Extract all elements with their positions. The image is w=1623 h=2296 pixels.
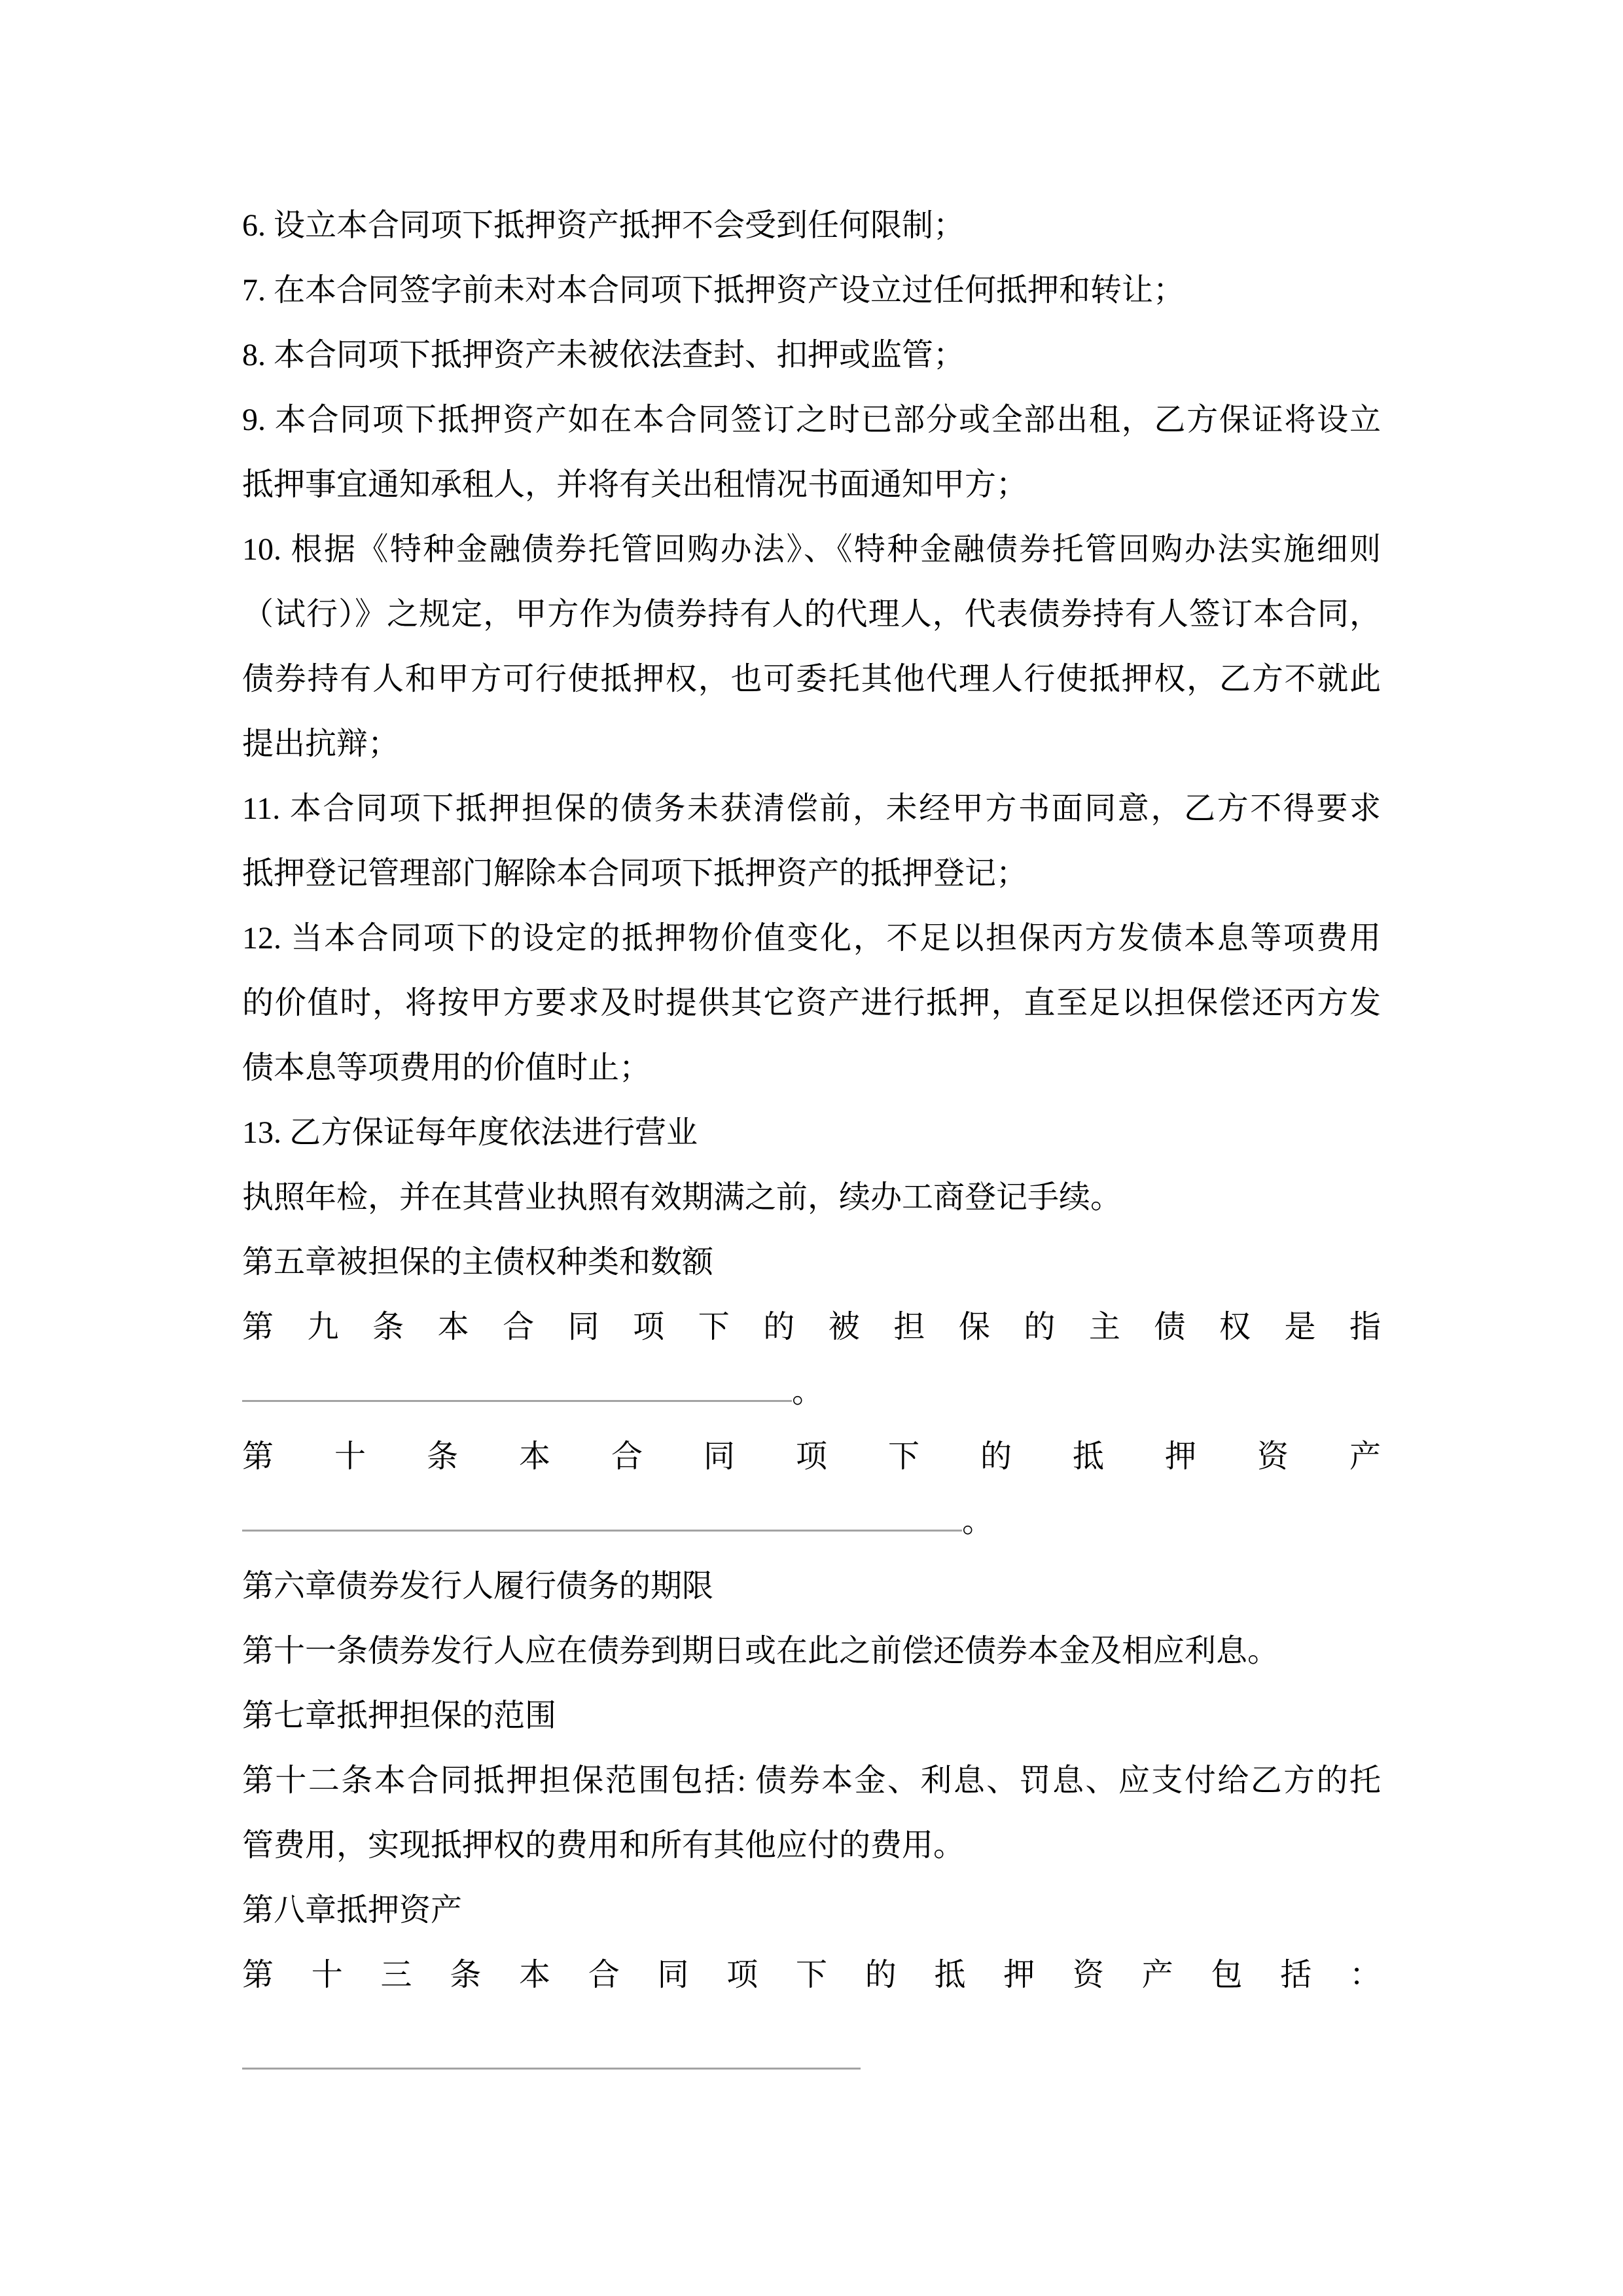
clause-9-line-2: 抵押事宜通知承租人，并将有关出租情况书面通知甲方；: [242, 467, 1028, 502]
clause-9-line-1: 9. 本合同项下抵押资产如在本合同签订之时已部分或全部出租，乙方保证将设立: [242, 403, 1381, 437]
blank-spacer: [242, 2007, 1381, 2027]
clause-13-line-1: 13. 乙方保证每年度依法进行营业: [242, 1115, 698, 1150]
chapter-8-heading: 第八章抵押资产: [242, 1893, 463, 1928]
chapter-7-heading: 第七章抵押担保的范围: [242, 1698, 557, 1733]
clause-10-line-1: 10. 根据《特种金融债券托管回购办法》、《特种金融债券托管回购办法实施细则: [242, 532, 1381, 567]
article-9-line: 第九条本合同项下的被担保的主债权是指: [242, 1310, 1381, 1344]
clause-13-line-2: 执照年检，并在其营业执照有效期满之前，续办工商登记手续。: [242, 1180, 1122, 1215]
article-13-line: 第十三条本合同项下的抵押资产包括：: [242, 1958, 1381, 1992]
clause-12-line-2: 的价值时，将按甲方要求及时提供其它资产进行抵押，直至足以担保偿还丙方发: [242, 986, 1381, 1020]
blank-field-line-3: [242, 2027, 1381, 2092]
clause-11-line-1: 11. 本合同项下抵押担保的债务未获清偿前，未经甲方书面同意，乙方不得要求: [242, 791, 1381, 826]
clause-7-line: 7. 在本合同签字前未对本合同项下抵押资产设立过任何抵押和转让；: [242, 273, 1185, 308]
clause-6-line: 6. 设立本合同项下抵押资产抵押不会受到任何限制；: [242, 208, 965, 243]
period-after-blank-1: 。: [792, 1374, 824, 1409]
blank-underline-3: [242, 2033, 861, 2070]
article-12-line-2: 管费用，实现抵押权的费用和所有其他应付的费用。: [242, 1828, 965, 1863]
blank-underline-2: [242, 1495, 962, 1532]
clause-10-line-4: 提出抗辩；: [242, 726, 400, 761]
blank-field-line-2: [242, 1489, 1381, 1554]
chapter-5-heading: 第五章被担保的主债权种类和数额: [242, 1245, 714, 1280]
clause-12-line-3: 债本息等项费用的价值时止；: [242, 1050, 651, 1085]
article-11-line: 第十一条债券发行人应在债券到期日或在此之前偿还债券本金及相应利息。: [242, 1634, 1279, 1668]
article-10-line: 第十条本合同项下的抵押资产: [242, 1439, 1381, 1474]
blank-underline-1: [242, 1365, 792, 1402]
blank-field-line-1: [242, 1359, 1381, 1424]
clause-10-line-3: 债券持有人和甲方可行使抵押权，也可委托其他代理人行使抵押权，乙方不就此: [242, 662, 1381, 696]
chapter-6-heading: 第六章债券发行人履行债务的期限: [242, 1569, 714, 1604]
clause-10-line-2: （试行）》之规定，甲方作为债券持有人的代理人，代表债券持有人签订本合同，: [242, 597, 1381, 632]
period-after-blank-2: 。: [962, 1504, 994, 1539]
article-12-line-1: 第十二条本合同抵押担保范围包括: 债券本金、利息、罚息、应支付给乙方的托: [242, 1763, 1381, 1798]
clause-8-line: 8. 本合同项下抵押资产未被依法查封、扣押或监管；: [242, 338, 965, 372]
clause-12-line-1: 12. 当本合同项下的设定的抵押物价值变化，不足以担保丙方发债本息等项费用: [242, 921, 1381, 956]
clause-11-line-2: 抵押登记管理部门解除本合同项下抵押资产的抵押登记；: [242, 856, 1028, 891]
